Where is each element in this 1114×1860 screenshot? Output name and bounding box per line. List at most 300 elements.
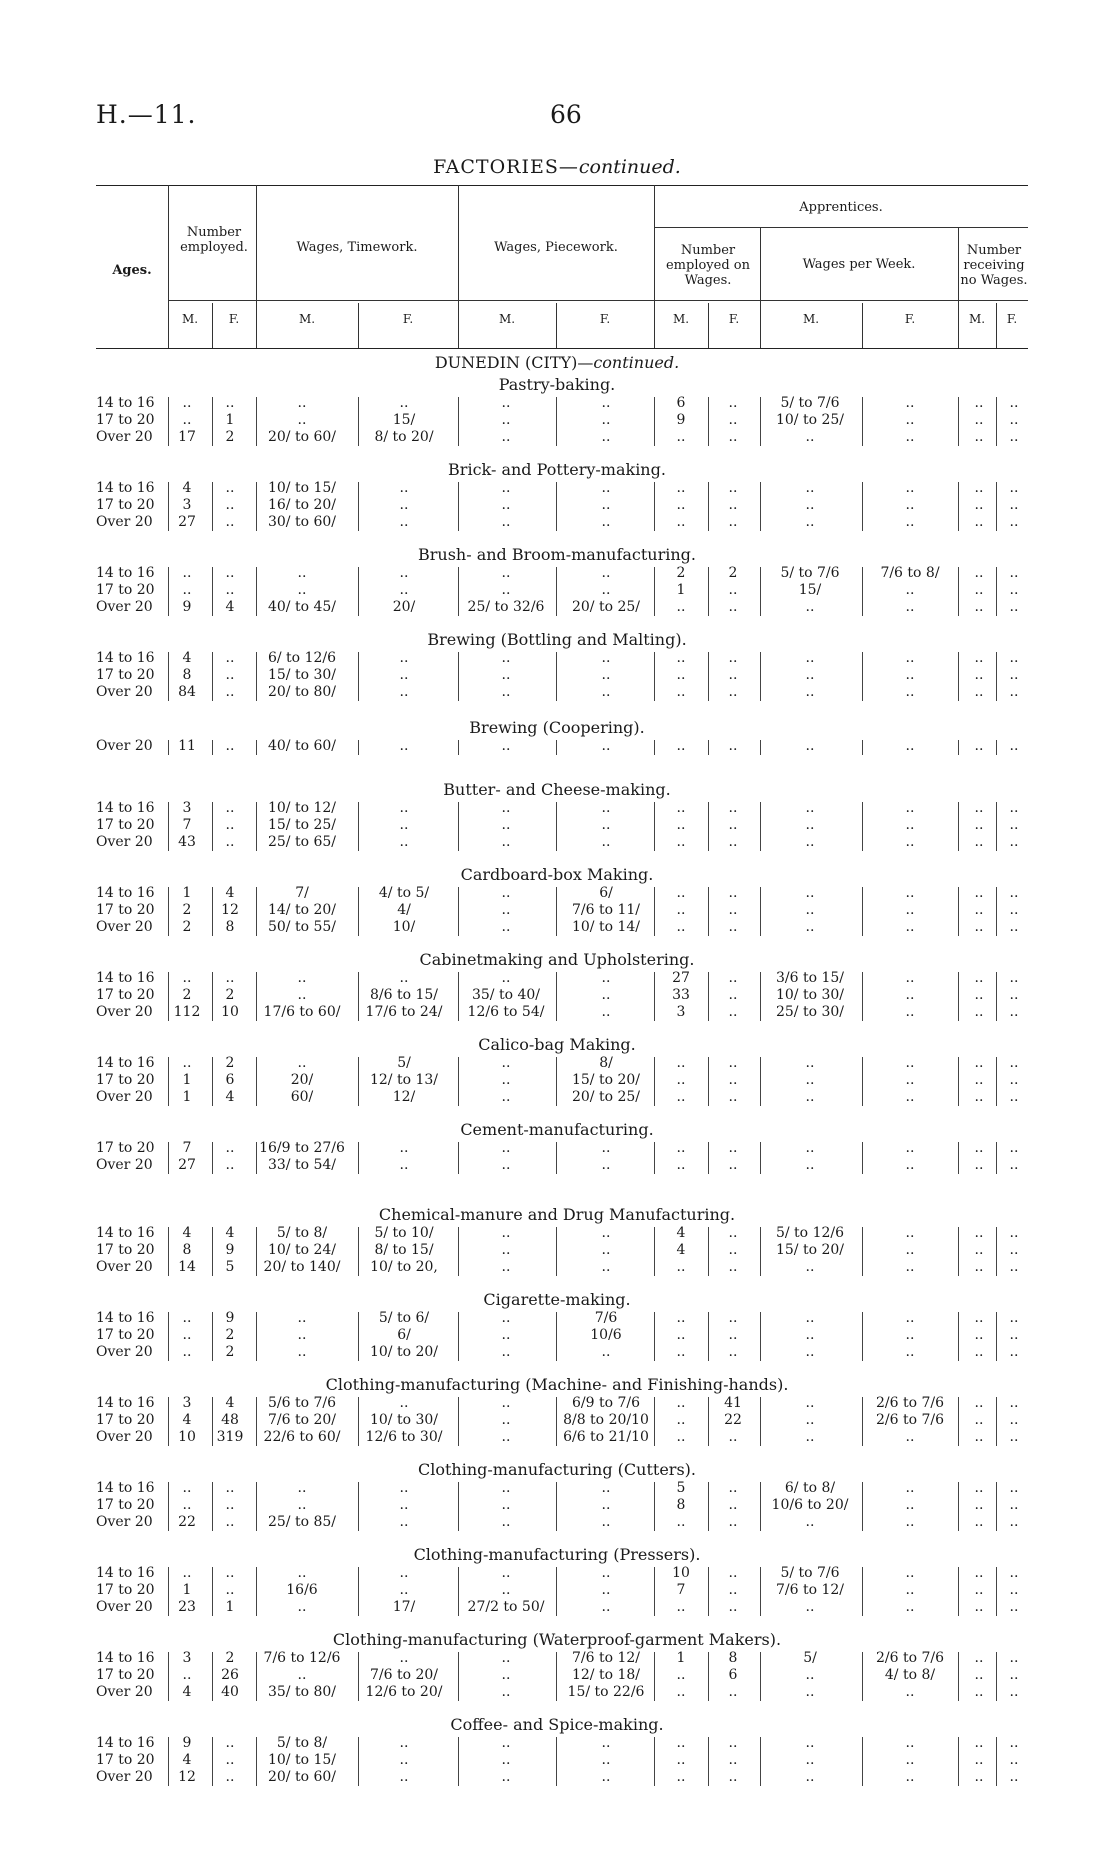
page-title [0,156,1114,178]
cell-app-wages-f: .. [905,1004,915,1020]
column-rule [958,1057,959,1106]
table-row [96,1514,1028,1531]
cell-piecework-f: .. [601,1752,611,1768]
column-rule [168,887,169,936]
section-title: Clothing-manufacturing (Machine- and Finishing-hands). [325,1375,789,1394]
cell-timework-f: .. [399,480,409,496]
cell-no-wages-f: .. [1009,565,1019,581]
cell-app-number-f: .. [728,1684,738,1700]
column-rule [256,1397,257,1446]
cell-app-wages-m: .. [805,885,815,901]
cell-piecework-f: .. [601,800,611,816]
cell-piecework-m: .. [501,565,511,581]
cell-no-wages-m: .. [974,480,984,496]
cell-employed-m: 112 [173,1004,201,1020]
cell-no-wages-m: .. [974,987,984,1003]
cell-app-wages-f: .. [905,1344,915,1360]
cell-app-wages-f: .. [905,1157,915,1173]
cell-no-wages-f: .. [1009,1344,1019,1360]
column-rule [958,1397,959,1446]
cell-timework-m: 40/ to 60/ [267,738,337,754]
cell-piecework-m: .. [501,497,511,513]
cell-piecework-f: .. [601,1225,611,1241]
cell-no-wages-m: .. [974,1735,984,1751]
cell-app-wages-m: 10/6 to 20/ [771,1497,849,1513]
column-rule [212,972,213,1021]
cell-timework-f: 5/ [397,1055,411,1071]
sub-m: M. [181,312,199,326]
cell-employed-m: .. [182,1310,192,1326]
cell-app-wages-f: .. [905,1480,915,1496]
column-rule [996,1312,997,1361]
cell-age: 14 to 16 [96,1225,155,1241]
cell-no-wages-f: .. [1009,1735,1019,1751]
cell-piecework-m: .. [501,684,511,700]
cell-no-wages-f: .. [1009,1565,1019,1581]
column-rule [556,652,557,701]
column-rule [760,1567,761,1616]
cell-timework-f: .. [399,800,409,816]
cell-piecework-m: .. [501,1667,511,1683]
cell-app-wages-m: 5/ [803,1650,817,1666]
column-rule [256,740,257,755]
cell-age: Over 20 [96,684,153,700]
table-row [96,902,1028,919]
cell-timework-m: 5/6 to 7/6 [267,1395,337,1411]
column-rule [256,397,257,446]
cell-app-number-f: .. [728,738,738,754]
cell-employed-f: 4 [225,885,235,901]
cell-app-wages-f: .. [905,1310,915,1326]
cell-employed-f: .. [225,738,235,754]
cell-app-wages-f: .. [905,1242,915,1258]
column-rule [212,567,213,616]
cell-timework-m: .. [297,1565,307,1581]
cell-app-wages-m: .. [805,738,815,754]
column-rule [996,1142,997,1174]
cell-app-wages-f: 4/ to 8/ [884,1667,936,1683]
column-rule [996,1652,997,1701]
column-rule [212,740,213,755]
cell-app-number-m: 27 [672,970,690,986]
table-row [96,834,1028,851]
column-rule [996,1567,997,1616]
column-rule [556,1397,557,1446]
column-rule [708,1142,709,1174]
cell-piecework-f: .. [601,834,611,850]
section-title: Cardboard-box Making. [460,865,654,884]
table-row [96,1089,1028,1106]
cell-no-wages-m: .. [974,599,984,615]
table-row [96,1004,1028,1021]
cell-app-wages-f: 2/6 to 7/6 [875,1395,945,1411]
cell-app-wages-m: .. [805,817,815,833]
cell-timework-m: .. [297,582,307,598]
cell-app-wages-f: .. [905,970,915,986]
cell-app-wages-f: .. [905,684,915,700]
cell-piecework-f: 10/6 [590,1327,622,1343]
column-rule [358,972,359,1021]
cell-app-wages-m: 5/ to 7/6 [780,1565,840,1581]
cell-timework-m: 16/9 to 27/6 [259,1140,345,1156]
cell-age: Over 20 [96,1259,153,1275]
table-row [96,1667,1028,1684]
cell-app-number-m: .. [676,650,686,666]
cell-piecework-f: .. [601,480,611,496]
cell-app-number-f: .. [728,834,738,850]
column-rule [168,1142,169,1174]
cell-app-wages-m: .. [805,1514,815,1530]
cell-timework-f: .. [399,1480,409,1496]
cell-app-number-m: .. [676,1140,686,1156]
cell-piecework-f: .. [601,817,611,833]
cell-app-wages-f: .. [905,395,915,411]
cell-app-wages-m: .. [805,1327,815,1343]
cell-no-wages-f: .. [1009,1327,1019,1343]
cell-employed-m: .. [182,582,192,598]
cell-no-wages-m: .. [974,1429,984,1445]
cell-age: 14 to 16 [96,565,155,581]
cell-timework-f: .. [399,817,409,833]
cell-app-wages-m: 5/ to 12/6 [775,1225,845,1241]
column-rule [358,1227,359,1276]
column-rule [168,1737,169,1786]
cell-employed-f: .. [225,1752,235,1768]
column-rule [708,397,709,446]
cell-employed-f: 2 [225,429,235,445]
cell-employed-m: .. [182,1480,192,1496]
column-rule [212,397,213,446]
cell-app-wages-m: .. [805,1752,815,1768]
cell-timework-m: 10/ to 24/ [267,1242,337,1258]
cell-app-number-m: .. [676,667,686,683]
column-rule [862,1482,863,1531]
cell-app-number-m: .. [676,885,686,901]
cell-employed-f: .. [225,582,235,598]
cell-no-wages-m: .. [974,497,984,513]
column-rule [862,1312,863,1361]
column-rule [862,1567,863,1616]
table-row [96,1072,1028,1089]
column-rule [654,1652,655,1701]
cell-age: 17 to 20 [96,1582,155,1598]
cell-piecework-m: .. [501,650,511,666]
cell-piecework-f: 10/ to 14/ [571,919,641,935]
cell-app-wages-m: .. [805,1344,815,1360]
cell-app-wages-f: .. [905,1259,915,1275]
cell-age: 14 to 16 [96,1395,155,1411]
cell-employed-f: 26 [221,1667,239,1683]
column-rule [458,1397,459,1446]
cell-app-wages-m: .. [805,1157,815,1173]
cell-no-wages-f: .. [1009,429,1019,445]
cell-no-wages-m: .. [974,800,984,816]
cell-app-number-m: 4 [676,1242,686,1258]
column-rule [168,1057,169,1106]
cell-piecework-f: 20/ to 25/ [571,599,641,615]
cell-piecework-m: .. [501,1327,511,1343]
cell-timework-m: .. [297,1310,307,1326]
column-rule [212,802,213,851]
column-rule [458,567,459,616]
cell-piecework-m: .. [501,1395,511,1411]
table-row [96,395,1028,412]
cell-age: 14 to 16 [96,395,155,411]
cell-app-number-f: .. [728,902,738,918]
cell-timework-m: 7/6 to 12/6 [263,1650,341,1666]
cell-employed-m: 8 [182,1242,192,1258]
cell-timework-f: 7/6 to 20/ [369,1667,439,1683]
cell-timework-m: 22/6 to 60/ [263,1429,341,1445]
cell-app-wages-m: .. [805,919,815,935]
cell-app-number-f: .. [728,1089,738,1105]
cell-employed-f: 4 [225,1089,235,1105]
cell-no-wages-f: .. [1009,1157,1019,1173]
cell-no-wages-f: .. [1009,902,1019,918]
column-rule [256,652,257,701]
cell-piecework-m: .. [501,1055,511,1071]
column-rule [996,887,997,936]
cell-piecework-f: 6/6 to 21/10 [563,1429,649,1445]
cell-timework-f: .. [399,1769,409,1785]
cell-timework-f: .. [399,1395,409,1411]
cell-no-wages-m: .. [974,834,984,850]
column-rule [708,1057,709,1106]
sub-f: F. [728,312,740,326]
column-rule [556,887,557,936]
cell-no-wages-f: .. [1009,497,1019,513]
cell-piecework-m: .. [501,582,511,598]
cell-app-number-f: .. [728,1344,738,1360]
column-rule [996,1737,997,1786]
cell-timework-f: .. [399,497,409,513]
cell-app-wages-m: .. [805,514,815,530]
cell-no-wages-f: .. [1009,987,1019,1003]
cell-timework-m: 15/ to 25/ [267,817,337,833]
cell-no-wages-f: .. [1009,1072,1019,1088]
cell-age: 17 to 20 [96,1412,155,1428]
cell-app-number-f: .. [728,599,738,615]
column-rule [654,972,655,1021]
cell-no-wages-m: .. [974,667,984,683]
table-row [96,412,1028,429]
cell-app-number-f: .. [728,1225,738,1241]
cell-app-number-m: .. [676,738,686,754]
table-row [96,1140,1028,1157]
column-rule [654,652,655,701]
column-rule [760,397,761,446]
cell-app-number-f: .. [728,412,738,428]
column-rule [168,567,169,616]
cell-employed-m: 4 [182,1412,192,1428]
cell-piecework-f: .. [601,497,611,513]
cell-piecework-m: .. [501,412,511,428]
column-rule [958,652,959,701]
cell-timework-m: 25/ to 65/ [267,834,337,850]
cell-timework-f: 5/ to 10/ [374,1225,434,1241]
table-row [96,1735,1028,1752]
cell-employed-f: 9 [225,1242,235,1258]
cell-no-wages-m: .. [974,1565,984,1581]
sub-f: F. [904,312,916,326]
cell-piecework-m: .. [501,429,511,445]
col-app-wages: Wages per Week. [802,257,916,272]
cell-employed-f: .. [225,565,235,581]
column-rule [256,1737,257,1786]
table-row [96,1395,1028,1412]
table-row [96,987,1028,1004]
column-rule [958,1482,959,1531]
cell-no-wages-f: .. [1009,1684,1019,1700]
table-row [96,1327,1028,1344]
cell-app-number-f: .. [728,919,738,935]
cell-piecework-f: .. [601,1565,611,1581]
cell-app-wages-m: .. [805,1412,815,1428]
cell-age: Over 20 [96,599,153,615]
column-rule [256,972,257,1021]
cell-employed-m: 4 [182,650,192,666]
cell-app-wages-m: .. [805,1259,815,1275]
cell-piecework-m: .. [501,1242,511,1258]
cell-piecework-m: .. [501,902,511,918]
cell-timework-m: 7/6 to 20/ [267,1412,337,1428]
col-ages: Ages. [112,263,152,278]
cell-piecework-f: .. [601,412,611,428]
column-rule [996,652,997,701]
cell-app-wages-f: .. [905,987,915,1003]
column-rule [556,482,557,531]
cell-age: Over 20 [96,1514,153,1530]
cell-app-number-m: .. [676,1310,686,1326]
cell-age: Over 20 [96,429,153,445]
cell-no-wages-m: .. [974,429,984,445]
column-rule [168,972,169,1021]
cell-piecework-m: .. [501,1514,511,1530]
cell-piecework-f: .. [601,1140,611,1156]
sub-f: F. [1006,312,1018,326]
table-row [96,429,1028,446]
section-title: Clothing-manufacturing (Waterproof-garment Makers). [332,1630,782,1649]
column-rule [256,1567,257,1616]
cell-employed-m: 12 [178,1769,196,1785]
cell-age: 14 to 16 [96,970,155,986]
column-rule [996,1397,997,1446]
cell-timework-f: 10/ to 30/ [369,1412,439,1428]
column-rule [556,1652,557,1701]
cell-piecework-m: 27/2 to 50/ [467,1599,545,1615]
column-rule [556,567,557,616]
column-rule [862,482,863,531]
cell-piecework-f: .. [601,1514,611,1530]
cell-piecework-f: 15/ to 22/6 [567,1684,645,1700]
column-rule [212,1652,213,1701]
column-rule [458,972,459,1021]
cell-timework-m: .. [297,1055,307,1071]
cell-app-wages-f: .. [905,582,915,598]
cell-app-number-m: .. [676,480,686,496]
section-title: Cabinetmaking and Upholstering. [419,950,695,969]
column-rule [708,567,709,616]
cell-app-number-m: 4 [676,1225,686,1241]
cell-no-wages-m: .. [974,970,984,986]
cell-employed-m: 9 [182,599,192,615]
column-rule [996,1227,997,1276]
cell-piecework-f: .. [601,650,611,666]
cell-app-wages-f: .. [905,1752,915,1768]
column-rule [958,1737,959,1786]
cell-app-number-f: .. [728,1480,738,1496]
cell-no-wages-m: .. [974,817,984,833]
column-rule [358,1652,359,1701]
column-rule [654,802,655,851]
column-rule [862,740,863,755]
cell-no-wages-f: .. [1009,738,1019,754]
column-rule [760,1652,761,1701]
cell-employed-m: .. [182,565,192,581]
column-rule [212,482,213,531]
cell-app-wages-m: 3/6 to 15/ [775,970,845,986]
cell-app-wages-m: .. [805,599,815,615]
cell-app-wages-f: .. [905,1225,915,1241]
cell-app-number-m: .. [676,1412,686,1428]
column-rule [556,740,557,755]
cell-no-wages-m: .. [974,1650,984,1666]
cell-age: Over 20 [96,738,153,754]
cell-app-wages-m: .. [805,684,815,700]
cell-app-wages-m: 6/ to 8/ [784,1480,836,1496]
cell-no-wages-f: .. [1009,667,1019,683]
cell-app-number-m: .. [676,800,686,816]
cell-piecework-f: .. [601,1735,611,1751]
cell-no-wages-f: .. [1009,970,1019,986]
cell-employed-f: 8 [225,919,235,935]
cell-piecework-m: .. [501,1412,511,1428]
column-rule [358,397,359,446]
cell-employed-m: 27 [178,1157,196,1173]
cell-age: 14 to 16 [96,885,155,901]
column-rule [556,802,557,851]
cell-app-number-m: .. [676,817,686,833]
cell-employed-f: 12 [221,902,239,918]
cell-employed-m: .. [182,1497,192,1513]
cell-app-wages-f: .. [905,1055,915,1071]
cell-no-wages-m: .. [974,1259,984,1275]
column-rule [958,1652,959,1701]
cell-app-wages-f: .. [905,1599,915,1615]
cell-age: 14 to 16 [96,1480,155,1496]
column-rule [458,1142,459,1174]
column-rule [958,1142,959,1174]
cell-no-wages-m: .. [974,1769,984,1785]
column-rule [256,1482,257,1531]
column-rule [760,972,761,1021]
cell-no-wages-m: .. [974,1752,984,1768]
cell-no-wages-f: .. [1009,514,1019,530]
table-row [96,1259,1028,1276]
cell-no-wages-f: .. [1009,1412,1019,1428]
cell-age: 17 to 20 [96,1667,155,1683]
cell-timework-f: .. [399,1650,409,1666]
column-rule [862,1142,863,1174]
cell-app-number-f: .. [728,1072,738,1088]
column-rule [708,1227,709,1276]
column-rule [358,740,359,755]
table-row [96,1242,1028,1259]
cell-no-wages-f: .. [1009,885,1019,901]
column-rule [654,1567,655,1616]
cell-app-wages-f: .. [905,1089,915,1105]
cell-employed-f: .. [225,650,235,666]
